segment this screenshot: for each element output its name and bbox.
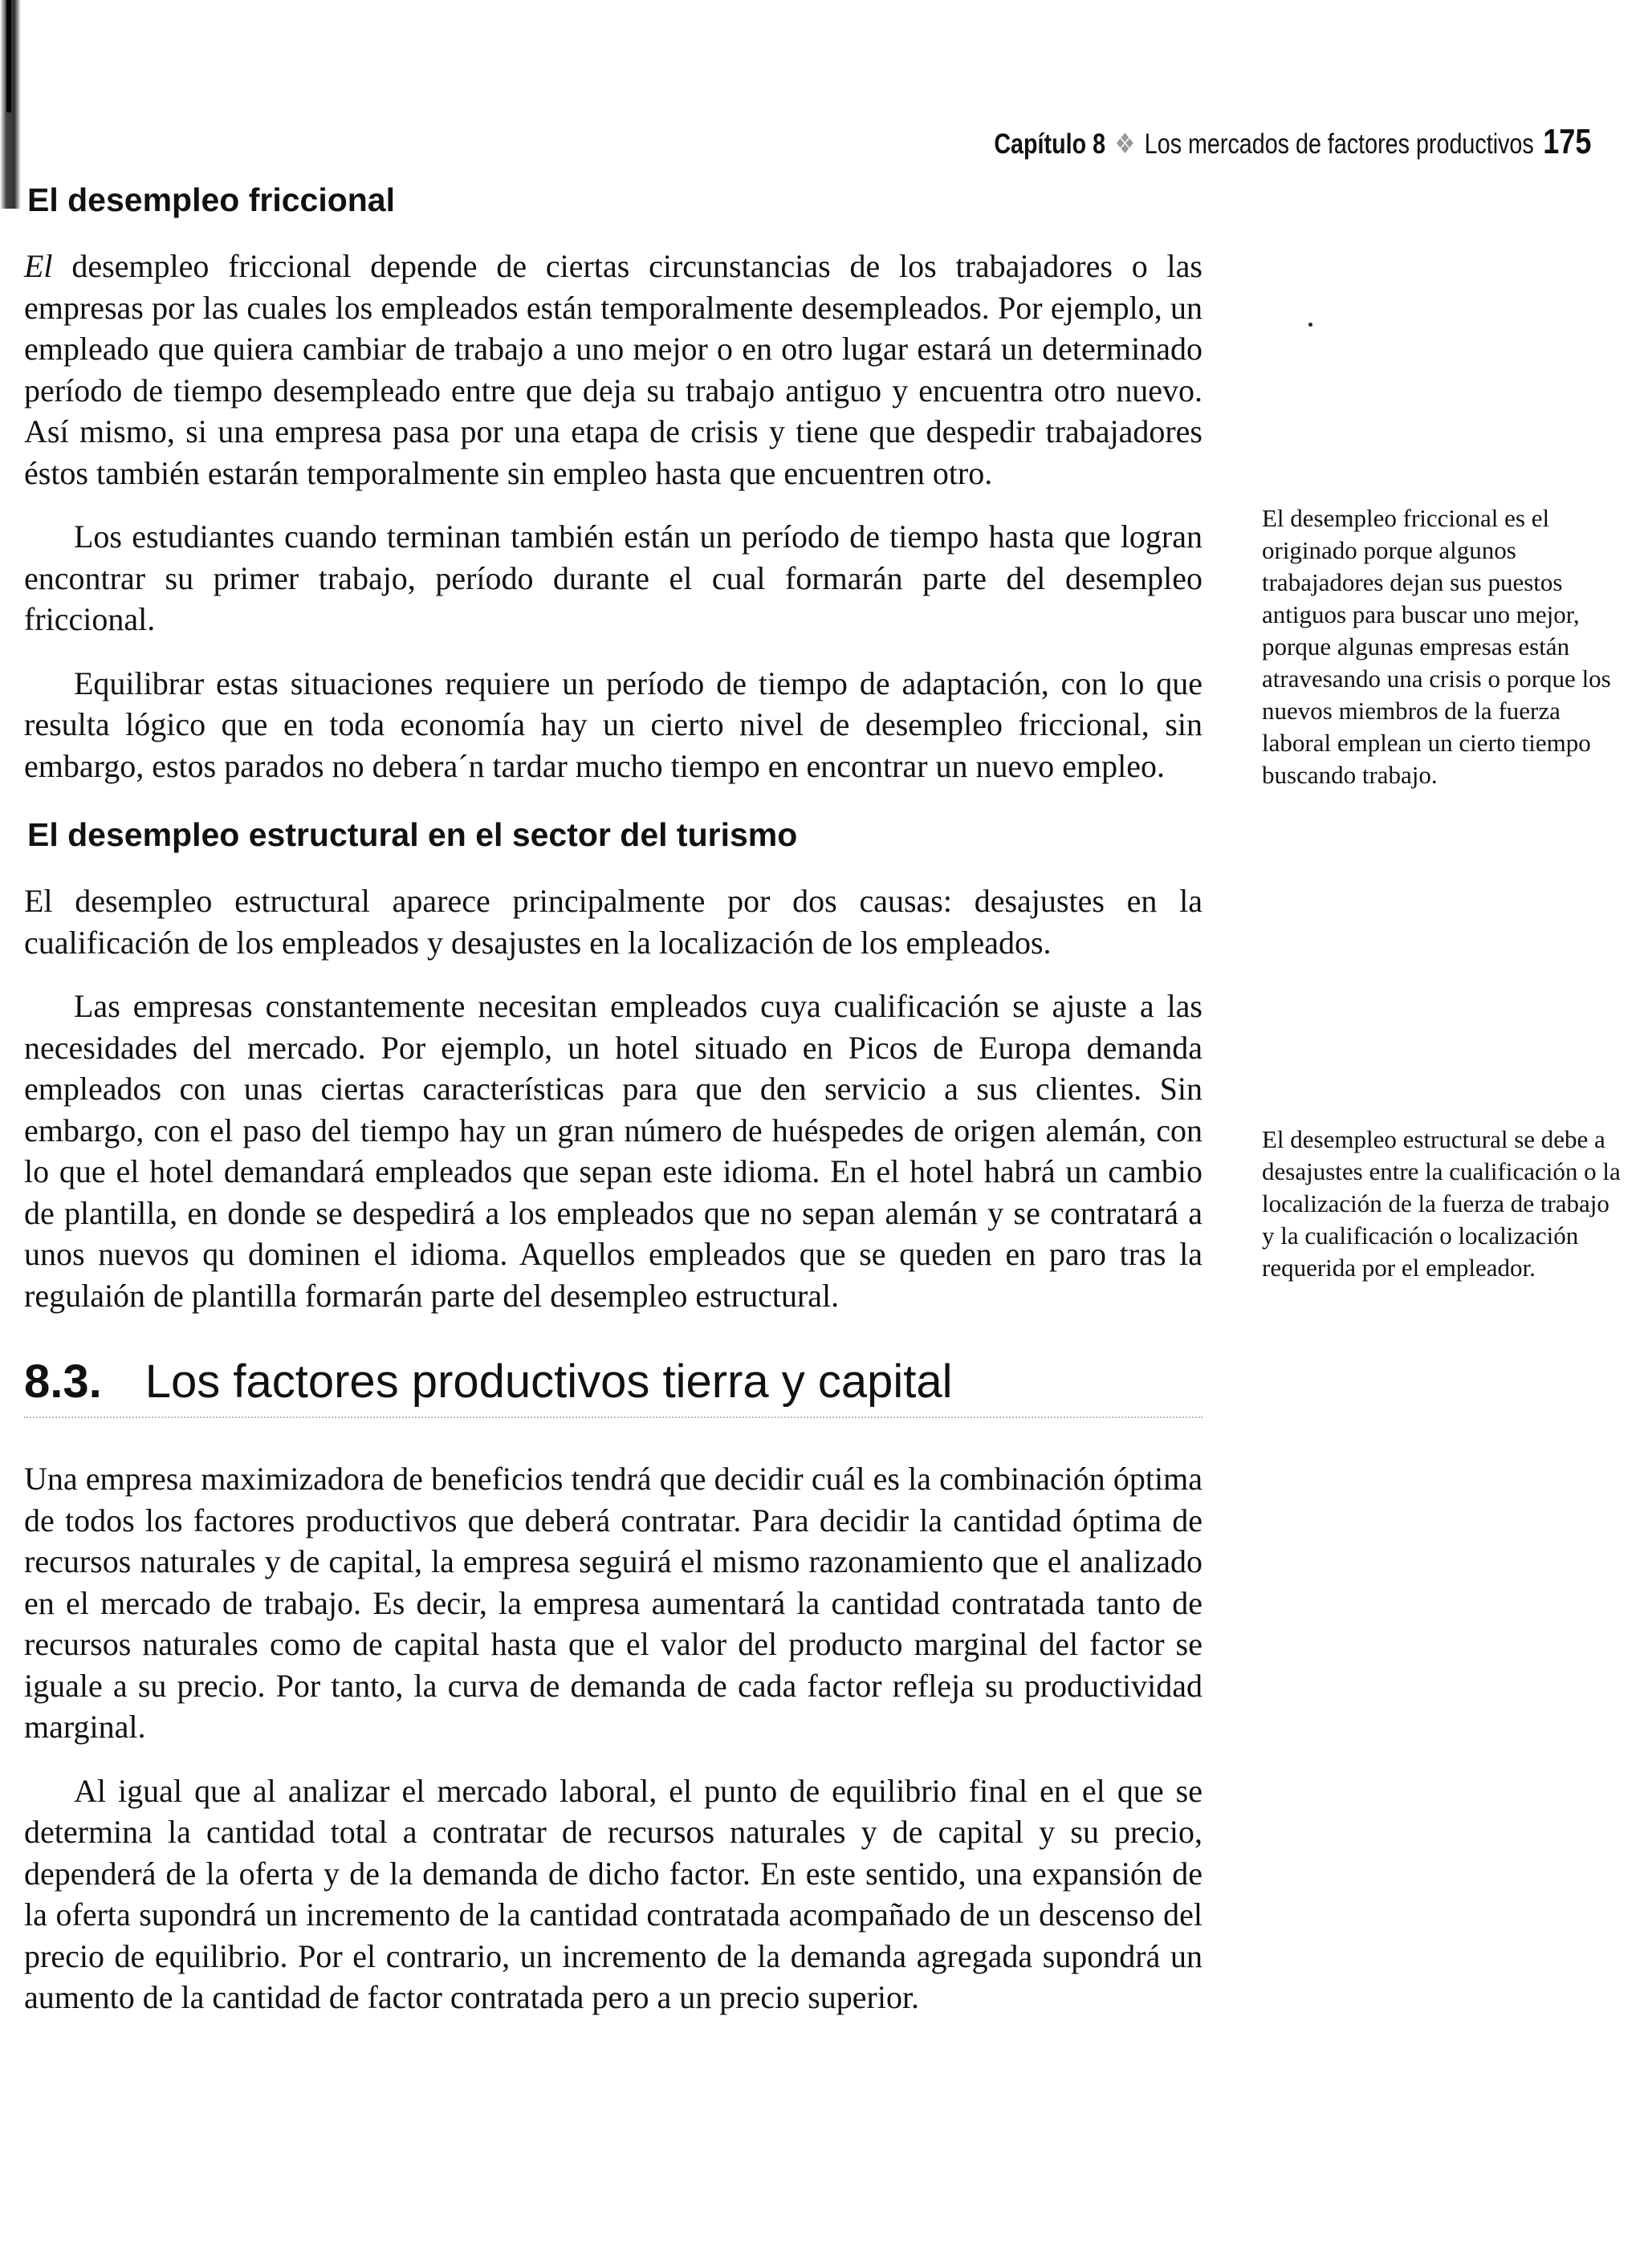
running-head [994,122,1591,162]
heading-desempleo-friccional: El desempleo friccional [27,181,395,218]
paragraph-8-3-1: Una empresa maximizadora de beneficios tendrá que decidir cuál es la combinación óptima de todos los factores productivos que deberá contratar. Para decidir la cantidad óptima de recursos naturales y de capital, la empresa seguirá el mismo razonamiento que el analizado en el mercado de trabajo. Es decir, la empresa aumentará la cantidad contratada tanto de recursos naturales como de capital hasta que el valor del producto marginal del factor se iguale a su precio. Por tanto, la curva de demanda de cada factor refleja su productividad marginal. [24,1461,1202,1746]
scan-edge-mark [6,0,11,112]
paragraph-friccional-3: Equilibrar estas situaciones requiere un período de tiempo de adaptación, con lo que resulta lógico que en toda economía hay un cierto nivel de desempleo friccional, sin embargo, estos parados no debera´n tardar mucho tiempo en encontrar un nuevo empleo. [24,665,1202,784]
section-heading-8-3 [24,1355,1202,1418]
margin-note-friccional: El desempleo friccional es el originado porque algunos trabajadores dejan sus puestos antiguos para buscar uno mejor, porque algunas empresas están atravesando una crisis o porque los nuevos miembros de la fuerza laboral emplean un cierto tiempo buscando trabajo. [1262,504,1611,789]
section-number: 8.3. [24,1356,102,1408]
paragraph-estructural-1: El desempleo estructural aparece principalmente por dos causas: desajustes en la cualificación de los empleados y desajustes en la localización de los empleados. [24,883,1202,961]
main-column [24,181,1202,2041]
section-title: Los factores productivos tierra y capital [144,1356,953,1408]
paragraph-estructural-2: Las empresas constantemente necesitan empleados cuya cualificación se ajuste a las necesidades del mercado. Por ejemplo, un hotel situado en Picos de Europa demanda empleados con unas ciertas características para que den servicio a sus clientes. Sin embargo, con el paso del tiempo hay un gran número de huéspedes de origen alemán, con lo que el hotel demandará empleados que sepan este idioma. En el hotel habrá un cambio de plantilla, en donde se despedirá a los empleados que no sepan alemán y se contratará a unos nuevos qu dominen el idioma. Aquellos empleados que se queden en paro tras la regulaión de plantilla formarán parte del desempleo estructural. [24,988,1202,1314]
paragraph-8-3-2: Al igual que al analizar el mercado laboral, el punto de equilibrio final en el que se determina la cantidad total a contratar de recursos naturales y de capital y su precio, dependerá de la oferta y de la demanda de dicho factor. En este sentido, una expansión de la oferta supondrá un incremento de la cantidad contratada acompañado de un descenso del precio de equilibrio. Por el contrario, un incremento de la demanda agregada supondrá un aumento de la cantidad de factor contratada pero a un precio superior. [24,1772,1202,2016]
chapter-label: Capítulo 8 [993,128,1105,160]
separator-icon: ❖ [1114,128,1135,160]
margin-note-estructural: El desempleo estructural se debe a desajustes entre la cualificación o la localización de la fuerza de trabajo y la cualificación o localización requerida por el empleador. [1262,1125,1621,1282]
paragraph-friccional-2: Los estudiantes cuando terminan también están un período de tiempo hasta que logran encontrar su primer trabajo, período durante el cual formarán parte del desempleo friccional. [24,518,1202,638]
paragraph-lead-word: El [24,248,53,285]
paragraph-text: desempleo friccional depende de ciertas circunstancias de los trabajadores o las empresas por las cuales los empleados están temporalmente desempleados. Por ejemplo, un empleado que quiera cambiar de trabajo a uno mejor o en otro lugar estará un determinado período de tiempo desempleado entre que deja su trabajo antiguo y encuentra otro nuevo. Así mismo, si una empresa pasa por una etapa de crisis y tiene que despedir trabajadores éstos también estarán temporalmente sin empleo hasta que encuentren otro. [24,248,1202,491]
paragraph-friccional-1 [24,246,1202,494]
scan-speck [1308,323,1312,327]
page-number: 175 [1542,122,1591,161]
heading-desempleo-estructural: El desempleo estructural en el sector del turismo [27,816,798,854]
spacer [24,1418,1202,1458]
chapter-title: Los mercados de factores productivos [1144,128,1534,160]
